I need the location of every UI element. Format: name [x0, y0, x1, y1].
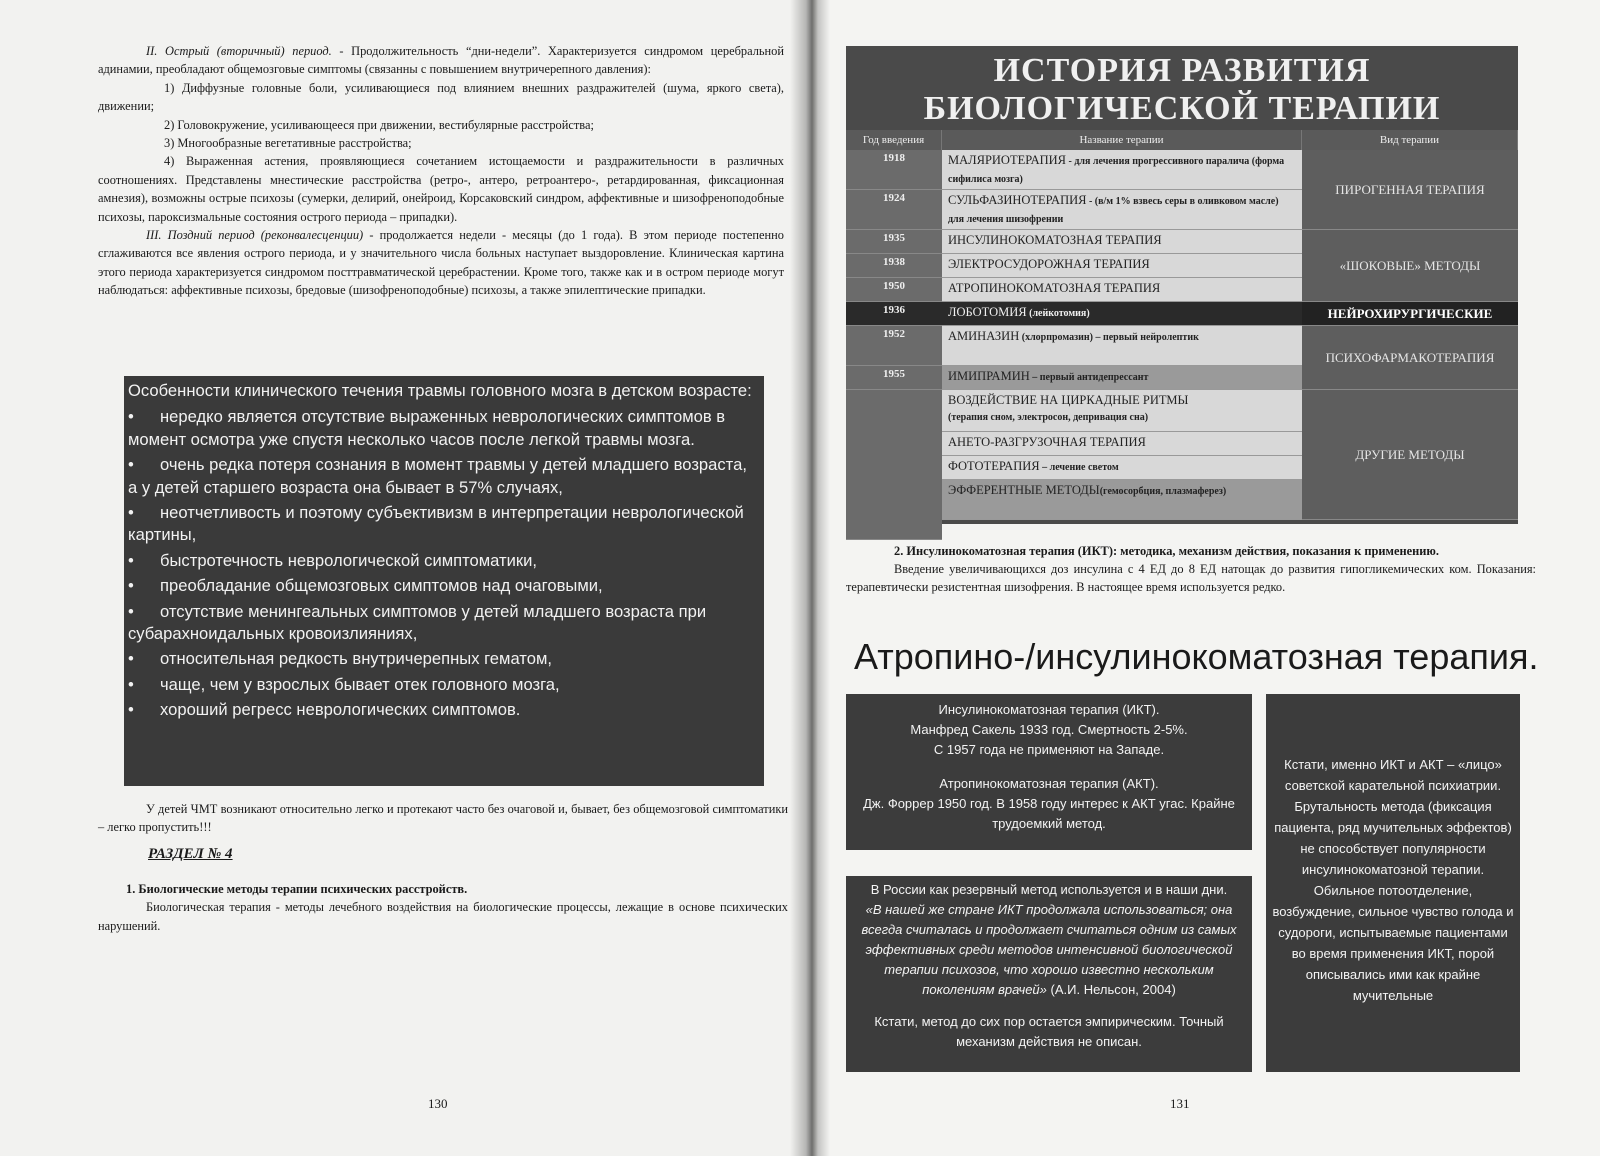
acute-item: 2) Головокружение, усиливающееся при движении, вестибулярные расстройства; [164, 117, 594, 132]
callout-item: • нередко является отсутствие выраженных неврологических симптомов в момент осмотра уже спустя несколько часов после легкой травмы мозга. [128, 407, 726, 449]
row-year: 1952 [846, 326, 942, 366]
page-number-left: 130 [428, 1096, 448, 1111]
row-name: АМИНАЗИН (хлорпромазин) – первый нейролептик [942, 326, 1302, 366]
callout-item: • быстротечность неврологической симптоматики, [128, 550, 538, 570]
row-name: ЭФФЕРЕНТНЫЕ МЕТОДЫ(гемосорбция, плазмаферез) [942, 480, 1302, 520]
kind-other: ДРУГИЕ МЕТОДЫ [1302, 390, 1518, 520]
history-title: ИСТОРИЯ РАЗВИТИЯ БИОЛОГИЧЕСКОЙ ТЕРАПИИ [923, 52, 1441, 127]
acute-heading: II. Острый (вторичный) период. [146, 44, 332, 58]
header-kind: Вид терапии [1302, 130, 1518, 150]
row-name: МАЛЯРИОТЕРАПИЯ - для лечения прогрессивного паралича (форма сифилиса мозга) [942, 150, 1302, 190]
right-page [808, 0, 1600, 1156]
acute-item: 4) Выраженная астения, проявляющиеся сочетанием истощаемости и раздражительности в различных соотношениях. Представлены мнестические расстройства (ретро-, антеро, ретроантеро-, ретардированная, фиксационная амнезия), возможны острые психозы (сумерки, делирий, онейроид, Корсаковский синдром, аффективные и шизофреноподобные психозы, пароксизмальные состояния острого периода – припадки). [98, 154, 784, 224]
row-name: ФОТОТЕРАПИЯ – лечение светом [942, 456, 1302, 480]
late-heading: III. Поздний период (реконвалесценции) [146, 228, 364, 243]
kind-psychopharmacotherapy: ПСИХОФАРМАКОТЕРАПИЯ [1302, 326, 1518, 390]
q2-text: Введение увеличивающихся доз инсулина с 4 ЕД до 8 ЕД натощак до развития гипогликемических ком. Показания: терапевтически резистентная шизофрения. В настоящее время используется редко. [846, 562, 1536, 594]
section-title: РАЗДЕЛ № 4 [148, 846, 233, 862]
callout-title: Особенности клинического течения травмы головного мозга в детском возрасте: [128, 381, 752, 400]
box2-quote: «В нашей же стране ИКТ продолжала использоваться; она всегда считалась и продолжает считаться одним из самых эффективных среди методов интенсивной биологической терапии психозов, что хорошо известно нескольким поколениям врачей» (А.И. Нельсон, 2004) [861, 902, 1237, 997]
row-name: ИНСУЛИНОКОМАТОЗНАЯ ТЕРАПИЯ [942, 230, 1302, 254]
row-year: 1935 [846, 230, 942, 254]
page-number-right: 131 [1170, 1096, 1190, 1111]
acute-period-block [98, 42, 784, 300]
row-name: СУЛЬФАЗИНОТЕРАПИЯ - (в/м 1% взвесь серы в оливковом масле) для лечения шизофрении [942, 190, 1302, 230]
q1-title: 1. Биологические методы терапии психических расстройств. [126, 882, 468, 896]
children-features-callout [124, 376, 764, 786]
row-name: ВОЗДЕЙСТВИЕ НА ЦИРКАДНЫЕ РИТМЫ (терапия сном, электросон, депривация сна) [942, 390, 1302, 432]
callout-item: • неотчетливость и поэтому субъективизм в интерпретации неврологической картины, [128, 503, 744, 545]
row-year: 1918 [846, 150, 942, 190]
row-year: 1924 [846, 190, 942, 230]
soviet-psychiatry-box: Кстати, именно ИКТ и АКТ – «лицо» советской карательной психиатрии. Брутальность метода (фиксация пациента, ряд мучительных эффектов) не способствует популярности инсулинокоматозной терапии. Обильное потоотделение, возбуждение, сильное чувство голода и судороги, испытываемые пациентами во время применения ИКТ, порой описывались ими как крайне мучительные [1266, 694, 1520, 1072]
children-tbi-paragraph: У детей ЧМТ возникают относительно легко и протекают часто без очаговой и, бывает, без общемозговой симптоматики – легко пропустить!!! [98, 802, 788, 835]
kind-pyrogenic: ПИРОГЕННАЯ ТЕРАПИЯ [1302, 150, 1518, 230]
row-name: АТРОПИНОКОМАТОЗНАЯ ТЕРАПИЯ [942, 278, 1302, 302]
russia-usage-box [846, 876, 1252, 1072]
q1-block [98, 880, 788, 935]
callout-item: • хороший регресс неврологических симптомов. [128, 700, 521, 720]
late-text: - продолжается недели - месяцы (до 1 года). В этом периоде постепенно сглаживаются все явления острого периода, и у значительного числа больных наступает выздоровление. Клиническая картина этого периода характеризуется синдромом посттравматической церебрастении. Кроме того, также как и в остром периоде могут наблюдаться: аффективные психозы, бредовые (шизофреноподобные) психозы, а также эпилептические припадки. [98, 228, 784, 298]
callout-list [128, 406, 756, 721]
callout-item: • очень редка потеря сознания в момент травмы у детей младшего возраста, а у детей старшего возраста она бывает в 57% случаях, [128, 455, 747, 497]
row-year-empty [846, 390, 942, 540]
callout-item: • отсутствие менингеальных симптомов у детей младшего возраста при субарахноидальных кровоизлияниях, [128, 601, 707, 644]
q2-block [846, 542, 1536, 596]
box2-intro: В России как резервный метод используется и в наши дни. [870, 882, 1228, 897]
row-year: 1936 [846, 302, 942, 326]
row-name: АНЕТО-РАЗГРУЗОЧНАЯ ТЕРАПИЯ [942, 432, 1302, 456]
box2-note: Кстати, метод до сих пор остается эмпирическим. Точный механизм действия не описан. [874, 1014, 1224, 1049]
book-spine-shadow [790, 0, 830, 1156]
callout-item: • преобладание общемозговых симптомов над очаговыми, [128, 576, 603, 596]
row-year: 1938 [846, 254, 942, 278]
slide-title: Атропино-/инсулинокоматозная терапия. [854, 636, 1539, 677]
q2-title: 2. Инсулинокоматозная терапия (ИКТ): методика, механизм действия, показания к применению. [894, 544, 1439, 558]
callout-item: • относительная редкость внутричерепных гематом, [128, 649, 552, 669]
row-year: 1955 [846, 366, 942, 390]
history-of-biological-therapy-table [846, 46, 1518, 524]
q1-text: Биологическая терапия - методы лечебного воздействия на биологические процессы, лежащие в основе психических нарушений. [98, 900, 788, 933]
kind-shock: «ШОКОВЫЕ» МЕТОДЫ [1302, 230, 1518, 302]
ikt-akt-facts-box: Инсулинокоматозная терапия (ИКТ). Манфред Сакель 1933 год. Смертность 2-5%. С 1957 года не применяют на Западе. Атропинокоматозная терапия (АКТ). Дж. Форрер 1950 год. В 1958 году интерес к АКТ угас. Крайне трудоемкий метод. [846, 694, 1252, 850]
callout-item: • чаще, чем у взрослых бывает отек головного мозга, [128, 674, 560, 694]
row-year: 1950 [846, 278, 942, 302]
acute-text: - Продолжительность “дни-недели”. Характеризуется синдромом церебральной адинамии, преобладают общемозговые симптомы (связанны с повышением внутричерепного давления): [98, 44, 784, 77]
header-name: Название терапии [942, 130, 1302, 150]
header-year: Год введения [846, 130, 942, 150]
acute-item: 1) Диффузные головные боли, усиливающиеся под влиянием внешних раздражителей (шума, яркого света), движении; [98, 80, 784, 114]
row-name: ИМИПРАМИН – первый антидепрессант [942, 366, 1302, 390]
acute-item: 3) Многообразные вегетативные расстройства; [164, 136, 412, 151]
kind-neurosurgical: НЕЙРОХИРУРГИЧЕСКИЕ [1302, 302, 1518, 326]
row-name: ЭЛЕКТРОСУДОРОЖНАЯ ТЕРАПИЯ [942, 254, 1302, 278]
row-name: ЛОБОТОМИЯ (лейкотомия) [942, 302, 1302, 326]
